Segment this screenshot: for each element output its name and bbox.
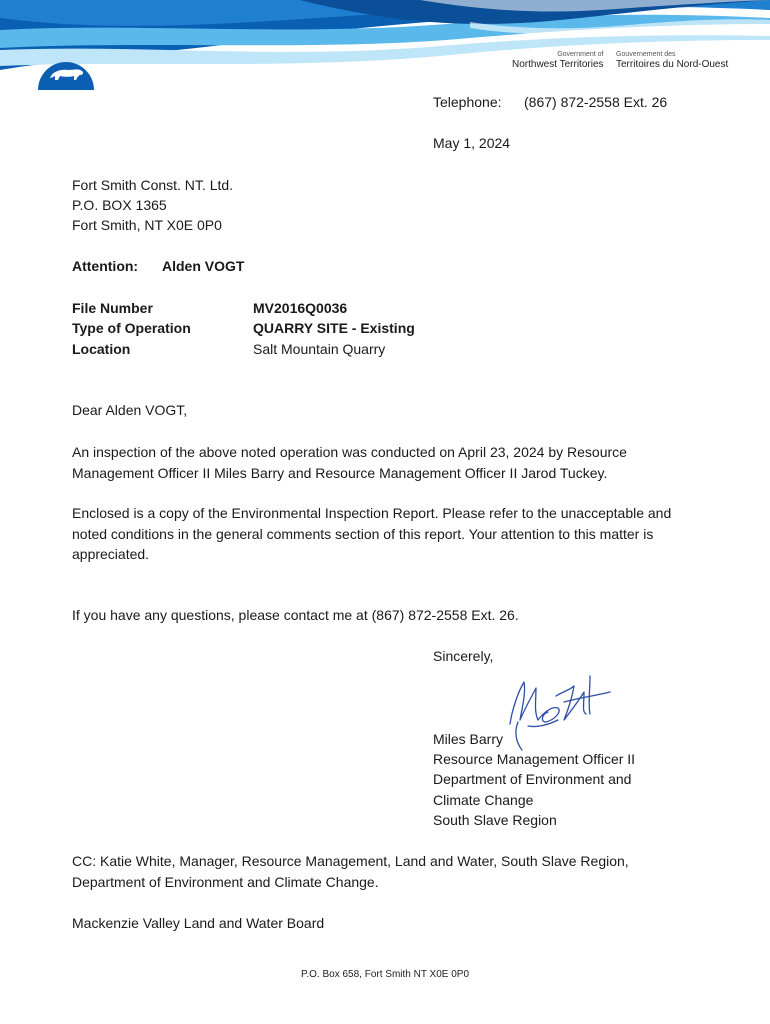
gov-fr-small: Gouvernement des [616, 51, 676, 58]
operation-type-label: Type of Operation [72, 320, 191, 336]
gov-fr-wordmark [616, 50, 728, 70]
signatory-department-2: Climate Change [433, 792, 534, 808]
handwritten-signature [498, 662, 618, 752]
attention-name: Alden VOGT [162, 258, 245, 274]
body-paragraph-3: If you have any questions, please contact me at (867) 872-2558 Ext. 26. [72, 607, 519, 623]
file-number-label: File Number [72, 300, 153, 316]
recipient-line-3: Fort Smith, NT X0E 0P0 [72, 217, 222, 233]
cc-line-2: Department of Environment and Climate Change. [72, 874, 379, 890]
gov-fr-name: Territoires du Nord-Ouest [616, 59, 729, 70]
recipient-line-2: P.O. BOX 1365 [72, 197, 167, 213]
location-value: Salt Mountain Quarry [253, 341, 386, 357]
signatory-department-1: Department of Environment and [433, 771, 632, 787]
telephone-value: (867) 872-2558 Ext. 26 [524, 94, 668, 110]
recipient-line-1: Fort Smith Const. NT. Ltd. [72, 177, 234, 193]
header-banner [0, 0, 770, 90]
gov-en-wordmark [512, 50, 604, 70]
gov-en-small: Government of [557, 51, 604, 58]
operation-type-value: QUARRY SITE - Existing [253, 320, 415, 336]
footer-address: P.O. Box 658, Fort Smith NT X0E 0P0 [300, 969, 470, 980]
body-paragraph-2: Enclosed is a copy of the Environmental Inspection Report. Please refer to the unacceptable and noted conditions in the general comments section of this report. Your attention to this matter is appreciated. [72, 505, 672, 562]
location-label: Location [72, 341, 131, 357]
cc-line-3: Mackenzie Valley Land and Water Board [72, 915, 325, 931]
salutation: Dear Alden VOGT, [72, 402, 188, 418]
telephone-label: Telephone: [433, 94, 502, 110]
file-number-value: MV2016Q0036 [253, 300, 348, 316]
body-paragraph-1: An inspection of the above noted operation was conducted on April 23, 2024 by Resource Management Officer II Miles Barry and Resource Management Officer II Jarod Tuckey. [72, 444, 627, 481]
nwt-polar-bear-logo [36, 40, 96, 90]
signatory-region: South Slave Region [433, 812, 557, 828]
closing-sincerely: Sincerely, [433, 648, 494, 664]
signatory-title: Resource Management Officer II [433, 751, 636, 767]
letter-date: May 1, 2024 [433, 135, 511, 151]
signatory-name: Miles Barry [433, 731, 504, 747]
attention-label: Attention: [72, 258, 139, 274]
cc-line-1: CC: Katie White, Manager, Resource Management, Land and Water, South Slave Region, [72, 853, 629, 869]
gov-en-name: Northwest Territories [512, 59, 604, 70]
